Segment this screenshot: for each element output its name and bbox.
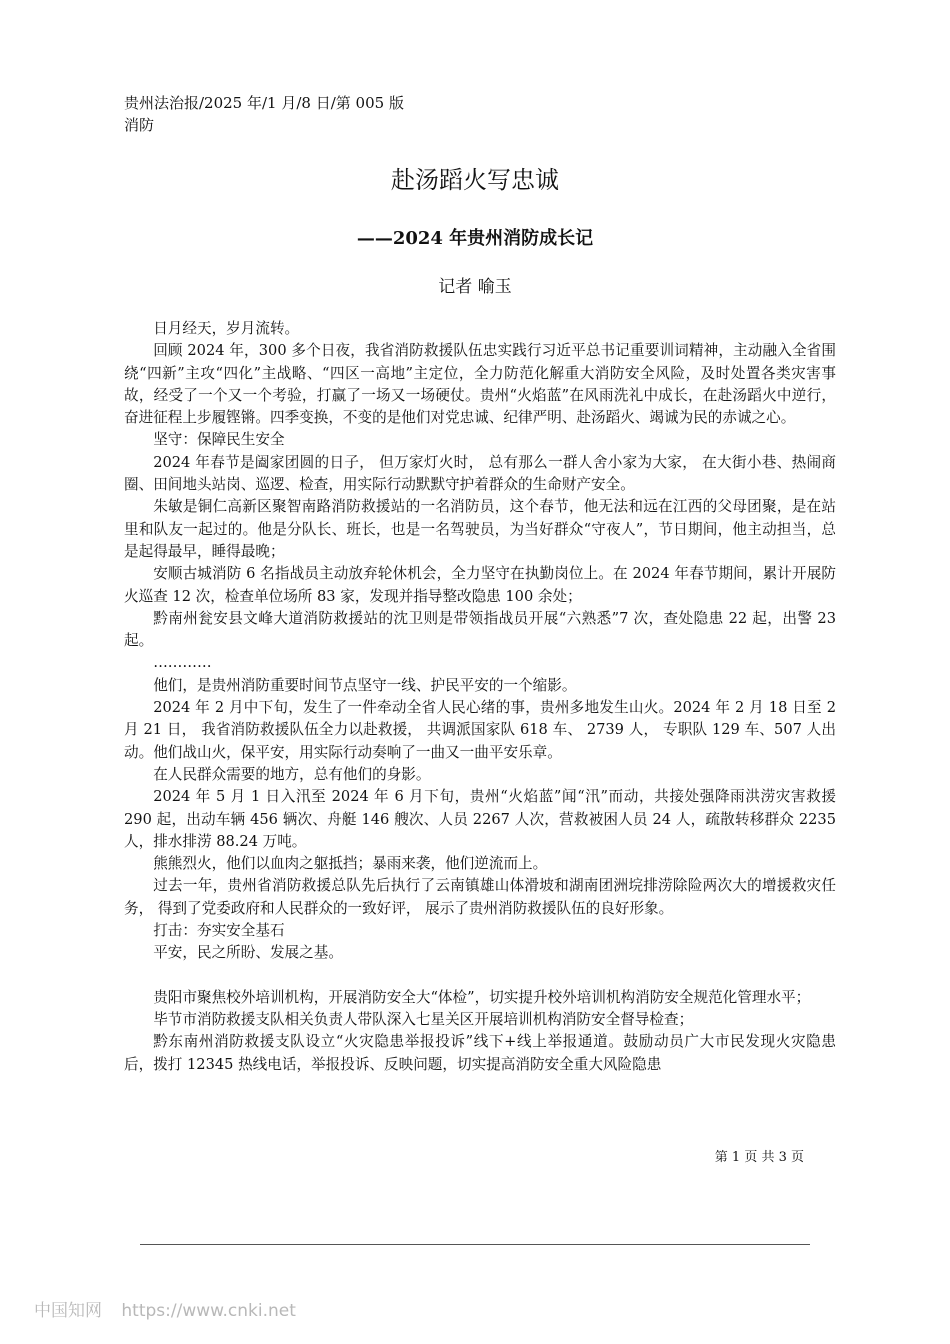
- ellipsis: …………: [153, 654, 212, 672]
- paragraph: 毕节市消防救援支队相关负责人带队深入七星关区开展培训机构消防安全督导检查；: [153, 1010, 694, 1028]
- watermark: [34, 1296, 310, 1321]
- source-line: 贵州法治报/2025 年/1 月/8 日/第 005 版消防: [124, 94, 404, 134]
- footer-divider: [140, 1244, 810, 1245]
- section-heading: 坚守：保障民生安全: [153, 431, 285, 449]
- paragraph: 过去一年，贵州省消防救援总队先后执行了云南镇雄山体滑坡和湖南团洲垸排涝除险两次大的增援救灾任务， 得到了党委政府和人民群众的一致好评， 展示了贵州消防救援队伍的良好形象。: [124, 877, 836, 917]
- paragraph: 他们，是贵州消防重要时间节点坚守一线、护民平安的一个缩影。: [153, 676, 577, 694]
- section-heading: 打击：夯实安全基石: [153, 922, 285, 940]
- paragraph: 朱敏是铜仁高新区聚智南路消防救援站的一名消防员，这个春节，他无法和远在江西的父母团聚，是在站里和队友一起过的。他是分队长、班长，也是一名驾驶员，为当好群众“守夜人”，节日期间，他主动担当，总是起得最早，睡得最晚；: [124, 498, 836, 560]
- paragraph: 日月经天，岁月流转。: [153, 320, 300, 337]
- paragraph: 贵阳市聚焦校外培训机构，开展消防安全大“体检”，切实提升校外培训机构消防安全规范化管理水平；: [153, 988, 811, 1006]
- article-body: [124, 318, 836, 1076]
- paragraph: 回顾 2024 年，300 多个日夜，我省消防救援队伍忠实践行习近平总书记重要训词精神，主动融入全省围绕“四新”主攻“四化”主战略、“四区一高地”主定位，全力防范化解重大消防安全风险，及时处置各类灾害事故，经受了一个又一个考验，打赢了一场又一场硬仗。贵州“火焰蓝”在风雨洗礼中成长，在赴汤蹈火中逆行，奋进征程上步履铿锵。四季变换，不变的是他们对党忠诚、纪律严明、赴汤蹈火、竭诚为民的赤诚之心。: [124, 342, 836, 427]
- paragraph: 黔东南州消防救援支队设立“火灾隐患举报投诉”线下+线上举报通道。鼓励动员广大市民发现火灾隐患后，拨打 12345 热线电话，举报投诉、反映问题，切实提高消防安全重大风险隐患: [124, 1033, 836, 1073]
- article-subtitle: ——2024 年贵州消防成长记: [356, 228, 594, 249]
- blank-line: [124, 965, 836, 987]
- paragraph: 安顺古城消防 6 名指战员主动放弃轮休机会，全力坚守在执勤岗位上。在 2024 年春节期间，累计开展防火巡查 12 次，检查单位场所 83 家，发现并指导整改隐患 100 余处；: [124, 565, 836, 605]
- paragraph: 2024 年 5 月 1 日入汛至 2024 年 6 月下旬，贵州“火焰蓝”闻“汛”而动，共接处强降雨洪涝灾害救援 290 起，出动车辆 456 辆次、舟艇 146 艘次、人员 2267 人次，营救被困人员 24 人，疏散转移群众 2235 人，排水排涝 88.24 万吨。: [124, 788, 836, 850]
- byline: 记者 喻玉: [438, 277, 512, 297]
- watermark-url: https://www.cnki.net: [121, 1301, 296, 1321]
- article-title: 赴汤蹈火写忠诚: [391, 166, 559, 194]
- paragraph: 熊熊烈火，他们以血肉之躯抵挡；暴雨来袭，他们逆流而上。: [153, 855, 548, 873]
- paragraph: 平安，民之所盼、发展之基。: [153, 944, 343, 962]
- watermark-brand: 中国知网: [34, 1301, 102, 1321]
- paragraph: 2024 年 2 月中下旬，发生了一件牵动全省人民心绪的事，贵州多地发生山火。2024 年 2 月 18 日至 2 月 21 日， 我省消防救援队伍全力以赴救援， 共调派国家队 618 车、 2739 人， 专职队 129 车、507 人出动。他们战山火，保平安，用实际行动奏响了一曲又一曲平安乐章。: [124, 699, 836, 761]
- paragraph: 在人民群众需要的地方，总有他们的身影。: [153, 765, 431, 783]
- paragraph: 黔南州瓮安县文峰大道消防救援站的沈卫则是带领指战员开展“六熟悉”7 次，查处隐患 22 起，出警 23 起。: [124, 609, 836, 650]
- page-number: 第 1 页 共 3 页: [714, 1150, 804, 1165]
- paragraph: 2024 年春节是阖家团圆的日子， 但万家灯火时， 总有那么一群人舍小家为大家， 在大街小巷、热闹商圈、田间地头站岗、巡逻、检查，用实际行动默默守护着群众的生命财产安全。: [124, 453, 836, 494]
